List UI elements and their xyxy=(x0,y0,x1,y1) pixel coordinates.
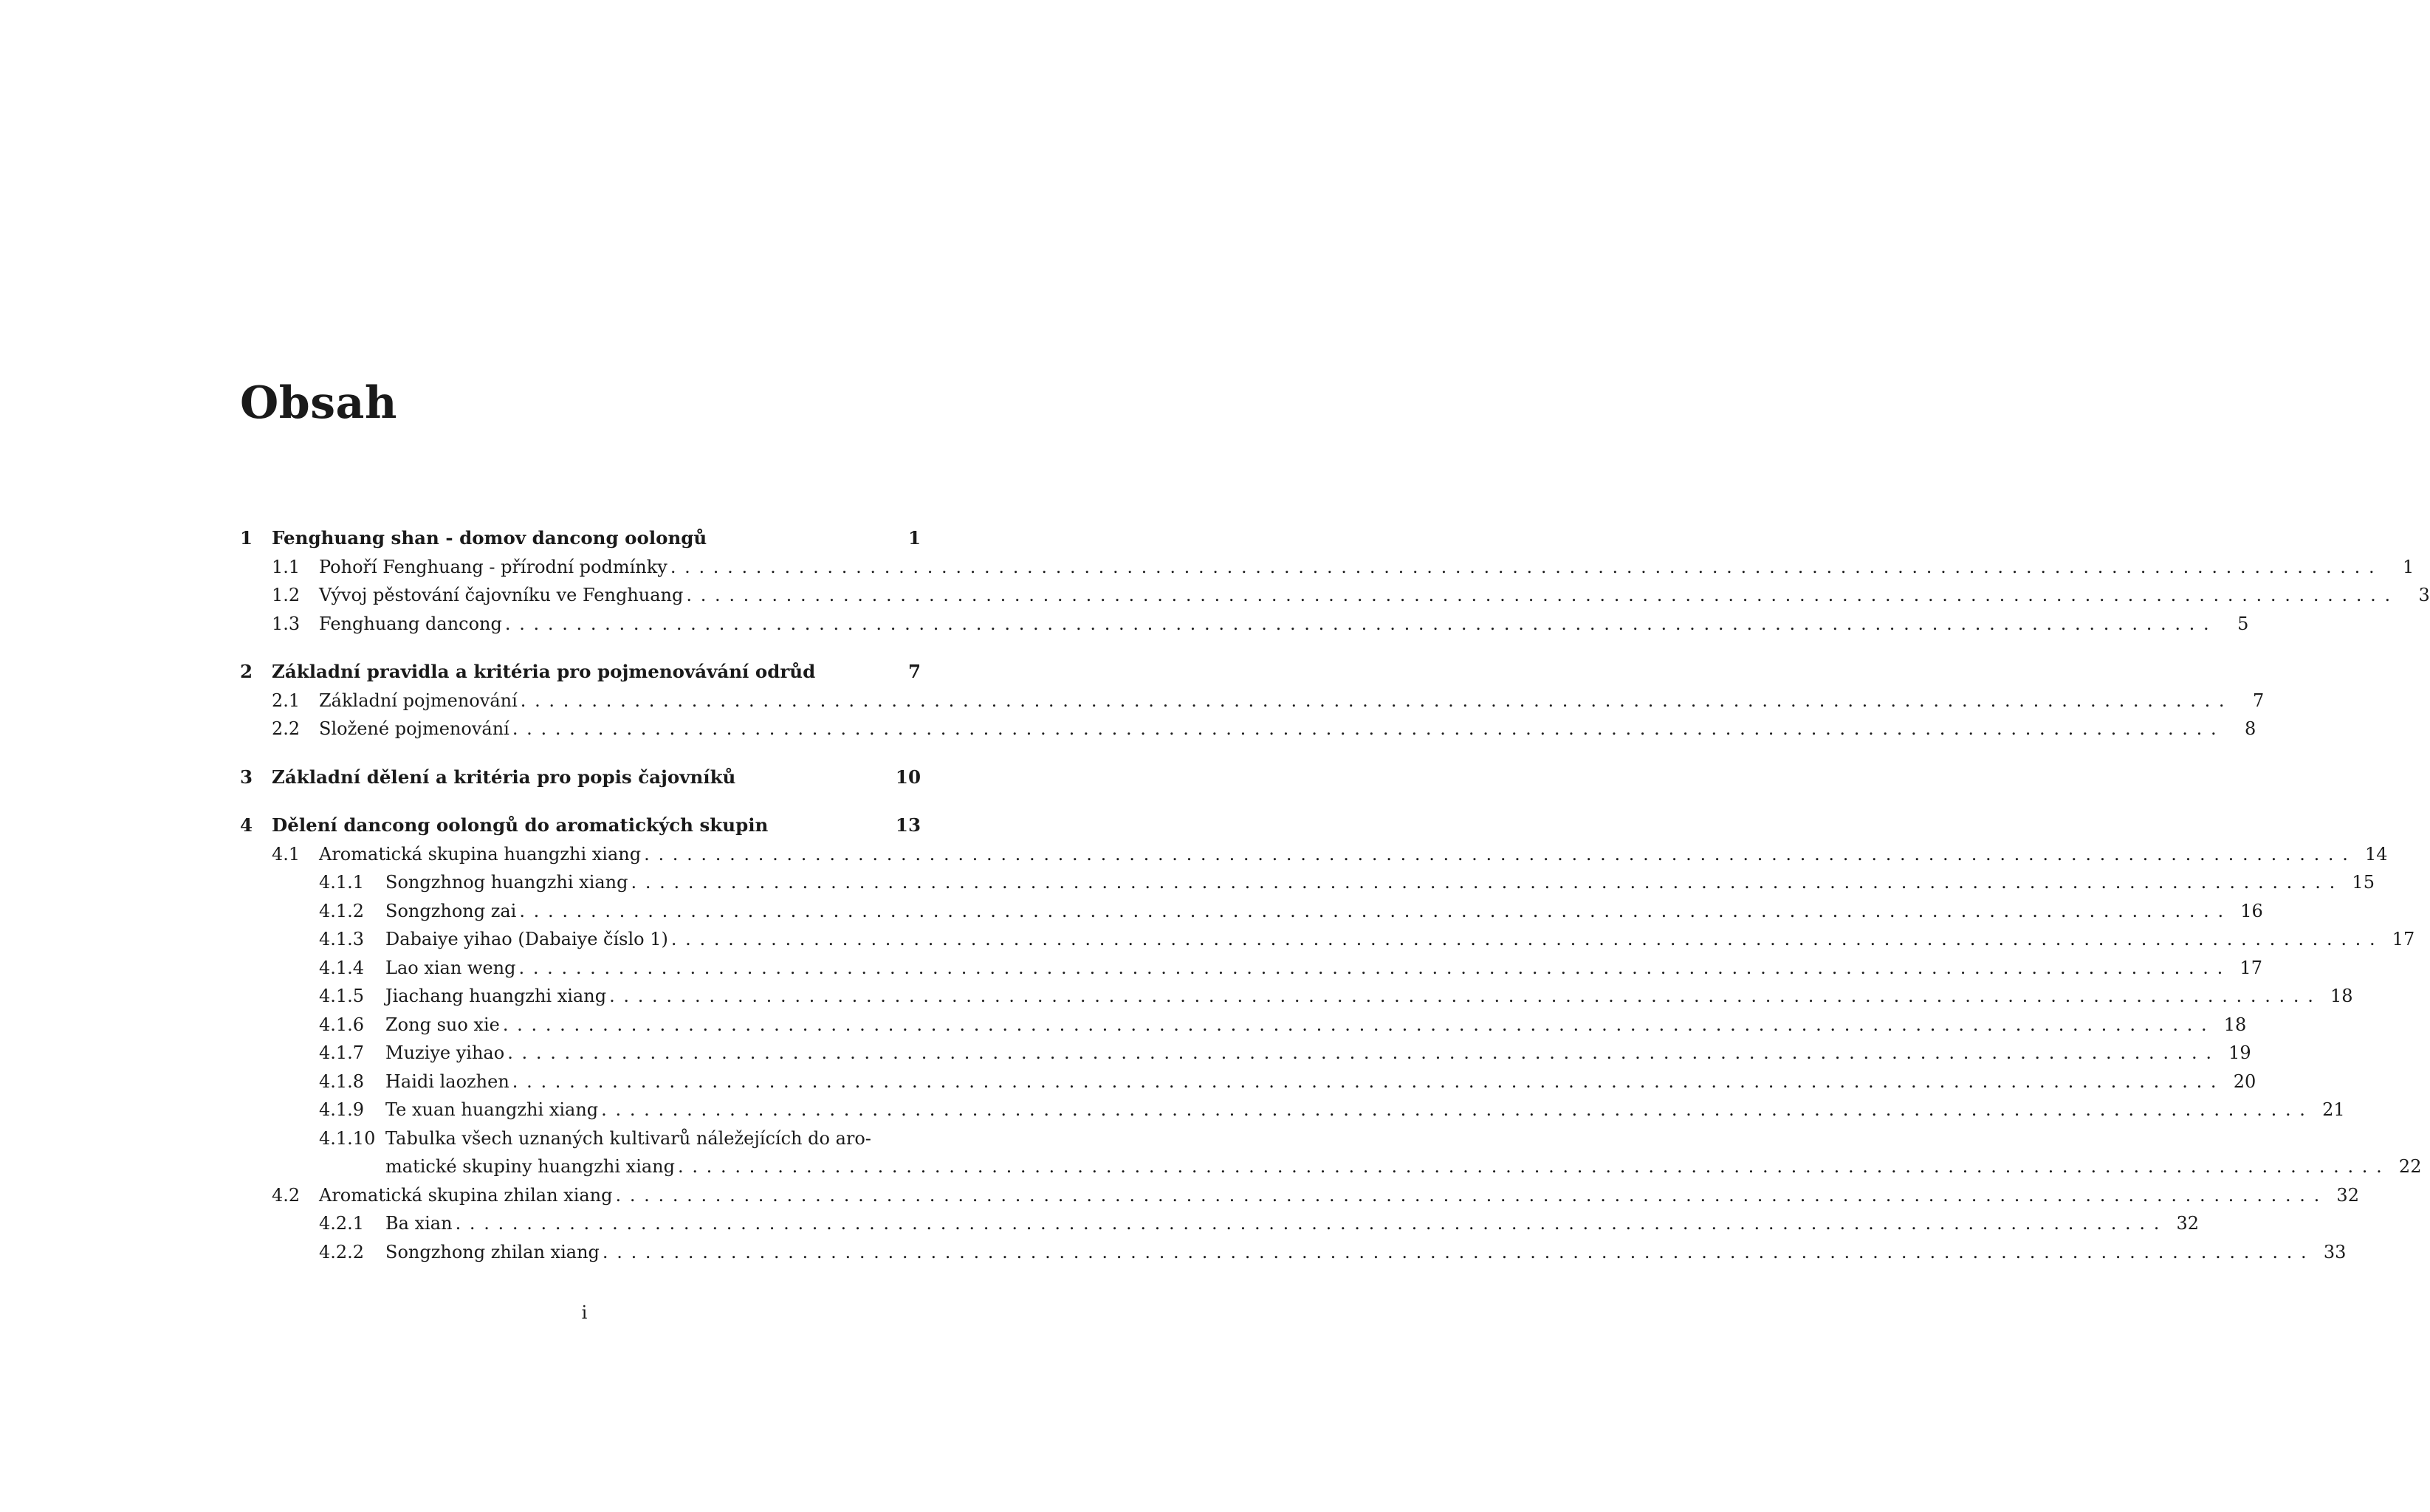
toc-leader-dots: ........................................................................................................................ xyxy=(520,690,2234,711)
toc-entry-title: Tabulka všech uznaných kultivarů náležejících do aro- xyxy=(385,1127,871,1149)
toc-entry-page: 18 xyxy=(2223,1014,2247,1035)
toc-entry-4-1[interactable] xyxy=(240,840,2388,869)
toc-entry-number: 4.1.3 xyxy=(319,929,365,949)
toc-entry-4-1-5[interactable] xyxy=(240,982,2353,1011)
toc-leader-dots: ........................................................................................................................ xyxy=(615,1184,2328,1206)
toc-entry-page: 7 xyxy=(907,661,921,682)
toc-entry-title: Aromatická skupina zhilan xiang xyxy=(319,1184,613,1206)
toc-leader-dots: ........................................................................................................................ xyxy=(609,986,2322,1006)
toc-entry-page: 10 xyxy=(895,766,921,788)
toc-entry-2-1[interactable] xyxy=(240,687,2265,715)
toc-entry-title: Pohoří Fenghuang - přírodní podmínky xyxy=(319,556,667,577)
toc-entry-title: Fenghuang dancong xyxy=(319,613,502,634)
toc-entry-page: 1 xyxy=(907,527,921,549)
toc-entry-page: 22 xyxy=(2398,1156,2422,1177)
toc-entry-title: Haidi laozhen xyxy=(385,1071,509,1092)
toc-entry-4-2-2[interactable] xyxy=(240,1238,2347,1267)
toc-entry-4-1-7[interactable] xyxy=(240,1039,2251,1068)
toc-entry-1[interactable] xyxy=(240,524,921,553)
toc-entry-1-1[interactable] xyxy=(240,553,2414,582)
toc-entry-title: Dabaiye yihao (Dabaiye číslo 1) xyxy=(385,929,668,949)
page-title: Obsah xyxy=(240,377,397,429)
toc-leader-dots: ........................................................................................................................ xyxy=(507,1042,2220,1063)
toc-entry-number: 4.1.7 xyxy=(319,1042,365,1063)
toc-entry-title: Dělení dancong oolongů do aromatických skupin xyxy=(272,814,769,836)
toc-entry-page: 8 xyxy=(2245,718,2256,739)
toc-leader-dots: ........................................................................................................................ xyxy=(631,872,2344,893)
toc-entry-page: 33 xyxy=(2323,1241,2347,1262)
toc-entry-4[interactable] xyxy=(240,811,921,840)
toc-entry-title: Základní dělení a kritéria pro popis čajovníků xyxy=(272,766,736,788)
page-number: i xyxy=(581,1302,588,1323)
toc-entry-title: Muziye yihao xyxy=(385,1042,505,1063)
toc-entry-number: 4.1.9 xyxy=(319,1099,365,1120)
toc-entry-2[interactable] xyxy=(240,658,921,687)
toc-entry-continuation[interactable] xyxy=(240,1152,2422,1181)
toc-entry-4-1-6[interactable] xyxy=(240,1011,2247,1040)
toc-entry-4-1-3[interactable] xyxy=(240,925,2415,954)
toc-entry-title: Lao xian weng xyxy=(385,957,516,978)
toc-entry-title: Songzhong zhilan xiang xyxy=(385,1241,600,1262)
toc-entry-number: 1.1 xyxy=(272,556,301,577)
toc-entry-4-1-9[interactable] xyxy=(240,1096,2345,1124)
toc-entry-number: 4.1 xyxy=(272,843,301,865)
toc-leader-dots: ........................................................................................................................ xyxy=(504,613,2218,634)
toc-leader-dots: ........................................................................................................................ xyxy=(670,556,2383,577)
toc-entry-4-1-1[interactable] xyxy=(240,868,2375,897)
toc-entry-page: 1 xyxy=(2403,556,2414,577)
toc-entry-4-2-1[interactable] xyxy=(240,1209,2200,1238)
toc-entry-number: 2 xyxy=(240,661,253,682)
toc-entry-title: Songzhnog huangzhi xiang xyxy=(385,872,628,893)
toc-leader-dots: ........................................................................................................................ xyxy=(502,1014,2216,1035)
toc-entry-number: 4.1.2 xyxy=(319,900,365,921)
toc-entry-title: Jiachang huangzhi xiang xyxy=(385,986,607,1006)
toc-entry-page: 20 xyxy=(2233,1071,2256,1092)
toc-entry-page: 7 xyxy=(2252,690,2265,711)
toc-entry-page: 15 xyxy=(2352,872,2375,893)
toc-entry-number: 2.2 xyxy=(272,718,301,739)
toc-entry-number: 4.2.2 xyxy=(319,1241,365,1262)
toc-entry-title: Songzhong zai xyxy=(385,900,517,921)
toc-leader-dots: ........................................................................................................................ xyxy=(512,1071,2225,1092)
toc-entry-3[interactable] xyxy=(240,763,921,792)
table-of-contents xyxy=(240,524,2430,1266)
toc-entry-page: 16 xyxy=(2240,900,2263,921)
toc-leader-dots: ........................................................................................................................ xyxy=(602,1241,2316,1262)
toc-leader-dots: ........................................................................................................................ xyxy=(519,900,2232,921)
toc-entry-page: 32 xyxy=(2336,1184,2359,1206)
toc-entry-page: 13 xyxy=(895,814,921,836)
toc-entry-1-2[interactable] xyxy=(240,581,2430,610)
toc-entry-number: 1.2 xyxy=(272,585,301,605)
toc-entry-title: Zong suo xie xyxy=(385,1014,500,1035)
toc-entry-number: 4.1.6 xyxy=(319,1014,365,1035)
toc-entry-page: 5 xyxy=(2237,613,2249,634)
toc-entry-number: 3 xyxy=(240,766,253,788)
toc-entry-4-2[interactable] xyxy=(240,1181,2359,1210)
toc-entry-title: Vývoj pěstování čajovníku ve Fenghuang xyxy=(319,585,684,605)
toc-entry-number: 4 xyxy=(240,814,253,836)
toc-entry-2-2[interactable] xyxy=(240,715,2256,743)
toc-entry-title: Fenghuang shan - domov dancong oolongů xyxy=(272,527,707,549)
toc-leader-dots: ........................................................................................................................ xyxy=(455,1213,2169,1234)
toc-entry-title: matické skupiny huangzhi xiang xyxy=(385,1156,675,1177)
toc-entry-page: 14 xyxy=(2365,843,2388,865)
toc-entry-title: Základní pravidla a kritéria pro pojmenovávání odrůd xyxy=(272,661,816,682)
toc-entry-page: 3 xyxy=(2418,585,2430,605)
toc-leader-dots: ........................................................................................................................ xyxy=(601,1099,2314,1120)
toc-entry-title: Te xuan huangzhi xiang xyxy=(385,1099,599,1120)
toc-leader-dots: ........................................................................................................................ xyxy=(670,929,2384,949)
toc-entry-title: Ba xian xyxy=(385,1213,453,1234)
toc-entry-page: 18 xyxy=(2330,986,2353,1006)
toc-entry-number: 4.2 xyxy=(272,1184,301,1206)
toc-entry-4-1-4[interactable] xyxy=(240,954,2262,983)
toc-entry-page: 17 xyxy=(2239,957,2262,978)
toc-entry-page: 19 xyxy=(2228,1042,2251,1063)
toc-entry-page: 21 xyxy=(2322,1099,2345,1120)
toc-entry-4-1-8[interactable] xyxy=(240,1068,2256,1096)
toc-entry-4-1-2[interactable] xyxy=(240,897,2263,926)
toc-leader-dots: ........................................................................................................................ xyxy=(644,843,2357,865)
toc-entry-number: 4.1.8 xyxy=(319,1071,365,1092)
toc-entry-title: Složené pojmenování xyxy=(319,718,509,739)
toc-entry-title: Základní pojmenování xyxy=(319,690,518,711)
toc-entry-page: 17 xyxy=(2392,929,2415,949)
toc-entry-number: 1 xyxy=(240,527,253,549)
toc-leader-dots: ........................................................................................................................ xyxy=(678,1156,2391,1177)
toc-entry-number: 1.3 xyxy=(272,613,301,634)
toc-leader-dots: ........................................................................................................................ xyxy=(518,957,2231,978)
toc-leader-dots: ........................................................................................................................ xyxy=(512,718,2225,739)
toc-entry-page: 32 xyxy=(2176,1213,2200,1234)
toc-entry-4-1-10[interactable] xyxy=(240,1124,921,1153)
toc-entry-number: 2.1 xyxy=(272,690,301,711)
toc-entry-1-3[interactable] xyxy=(240,610,2249,639)
toc-entry-number: 4.1.1 xyxy=(319,872,365,893)
toc-entry-title: Aromatická skupina huangzhi xiang xyxy=(319,843,642,865)
toc-entry-number: 4.1.4 xyxy=(319,957,365,978)
toc-entry-number: 4.1.10 xyxy=(319,1127,376,1149)
toc-entry-number: 4.1.5 xyxy=(319,986,365,1006)
toc-leader-dots: ........................................................................................................................ xyxy=(686,585,2399,605)
toc-entry-number: 4.2.1 xyxy=(319,1213,365,1234)
